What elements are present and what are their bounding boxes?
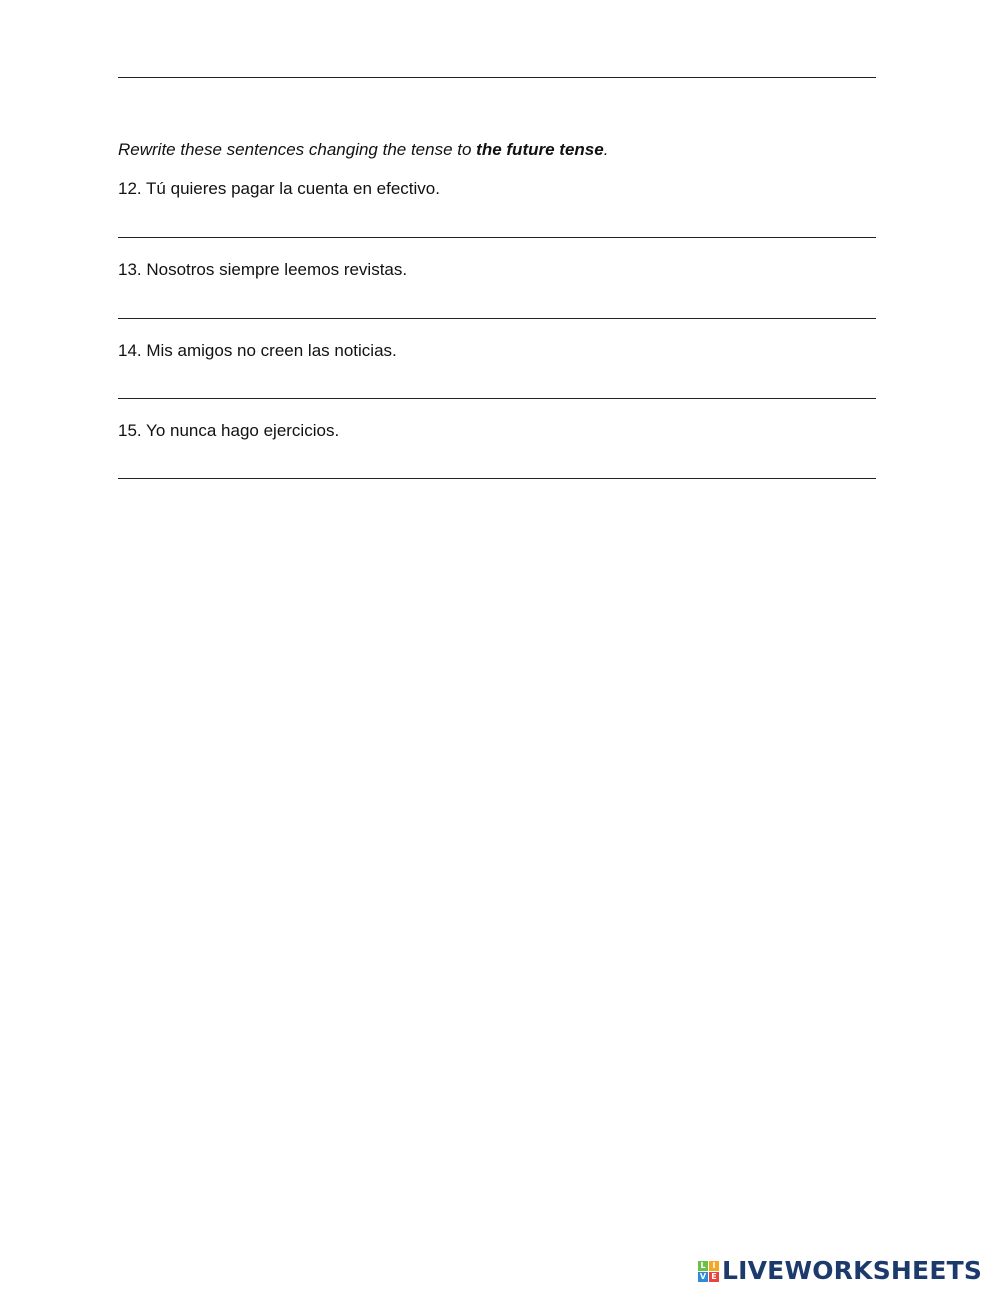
instruction-emphasis: the future tense xyxy=(476,140,604,159)
question-12: 12. Tú quieres pagar la cuenta en efectivo. xyxy=(118,179,440,198)
live-grid-icon xyxy=(698,1261,719,1282)
logo-letter-l: L xyxy=(698,1261,708,1271)
answer-line-14[interactable] xyxy=(118,398,876,399)
question-13: 13. Nosotros siempre leemos revistas. xyxy=(118,260,408,279)
answer-line-12[interactable] xyxy=(118,237,876,238)
logo-letter-v: V xyxy=(699,1271,707,1281)
instruction-period: . xyxy=(603,140,609,159)
question-15: 15. Yo nunca hago ejercicios. xyxy=(118,421,340,440)
instruction-text: Rewrite these sentences changing the tense to xyxy=(118,140,477,159)
question-14: 14. Mis amigos no creen las noticias. xyxy=(118,341,397,360)
liveworksheets-logo xyxy=(698,1256,982,1286)
logo-letter-e: E xyxy=(709,1272,719,1282)
logo-letter-i: I xyxy=(709,1261,719,1271)
instruction xyxy=(118,140,608,160)
answer-line-15[interactable] xyxy=(118,478,876,479)
answer-line-previous[interactable] xyxy=(118,77,876,78)
answer-line-13[interactable] xyxy=(118,318,876,319)
logo-text: LIVEWORKSHEETS xyxy=(722,1256,983,1285)
